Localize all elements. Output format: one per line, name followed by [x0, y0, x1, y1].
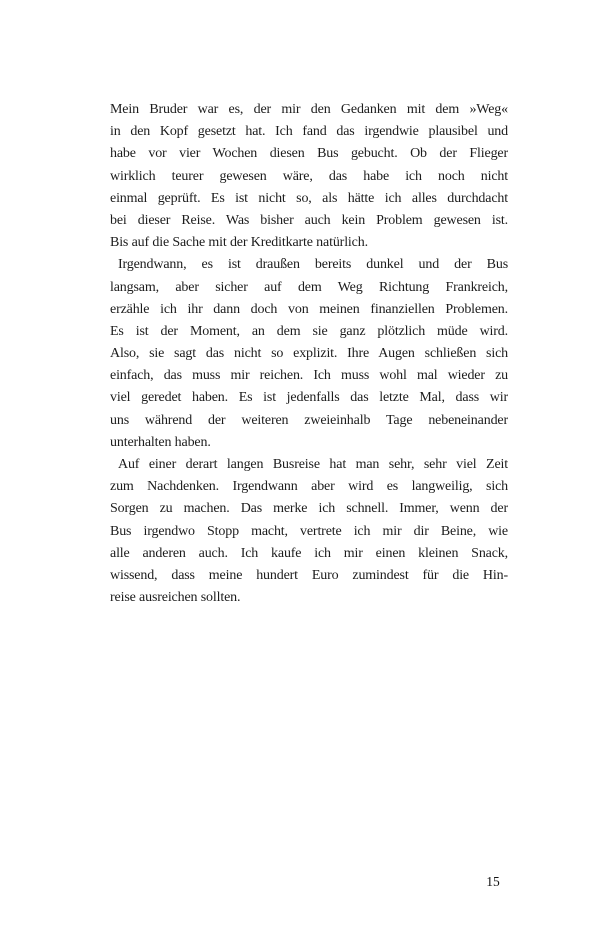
- text-block: [110, 99, 508, 609]
- text-line: wissend, dass meine hundert Euro zumindest für die Hin-: [110, 567, 508, 583]
- text-line: in den Kopf gesetzt hat. Ich fand das irgendwie plausibel und: [110, 124, 508, 140]
- text-line: wirklich teurer gewesen wäre, das habe ich noch nicht: [110, 168, 508, 184]
- text-line: Bus irgendwo Stopp macht, vertrete ich mir dir Beine, wie: [110, 523, 508, 539]
- text-line: Irgendwann, es ist draußen bereits dunkel und der Bus: [118, 257, 508, 273]
- text-line: Sorgen zu machen. Das merke ich schnell. Immer, wenn der: [110, 501, 508, 517]
- text-line: erzähle ich ihr dann doch von meinen finanziellen Problemen.: [110, 301, 508, 317]
- paragraph: [110, 454, 508, 609]
- text-line: Also, sie sagt das nicht so explizit. Ihre Augen schließen sich: [110, 346, 508, 362]
- text-line: habe vor vier Wochen diesen Bus gebucht. Ob der Flieger: [110, 146, 508, 162]
- text-line: einfach, das muss mir reichen. Ich muss wohl mal wieder zu: [110, 368, 508, 384]
- text-line: zum Nachdenken. Irgendwann aber wird es langweilig, sich: [110, 479, 508, 495]
- page-number: 15: [486, 874, 500, 889]
- text-line: reise ausreichen sollten.: [110, 590, 241, 606]
- text-line: viel geredet haben. Es ist jedenfalls das letzte Mal, dass wir: [110, 390, 508, 406]
- paragraph: [110, 99, 508, 254]
- text-line: alle anderen auch. Ich kaufe ich mir einen kleinen Snack,: [110, 545, 508, 561]
- text-line: langsam, aber sicher auf dem Weg Richtung Frankreich,: [110, 279, 508, 295]
- text-line: Es ist der Moment, an dem sie ganz plötzlich müde wird.: [110, 323, 508, 339]
- text-line: unterhalten haben.: [110, 434, 211, 450]
- text-line: einmal geprüft. Es ist nicht so, als hätte ich alles durchdacht: [110, 190, 508, 206]
- text-line: bei dieser Reise. Was bisher auch kein Problem gewesen ist.: [110, 212, 508, 228]
- text-line: uns während der weiteren zweieinhalb Tage nebeneinander: [110, 412, 508, 428]
- paragraph: [110, 254, 508, 454]
- text-line: Auf einer derart langen Busreise hat man sehr, sehr viel Zeit: [118, 457, 508, 472]
- text-line: Bis auf die Sache mit der Kreditkarte natürlich.: [110, 235, 368, 251]
- text-line: Mein Bruder war es, der mir den Gedanken mit dem »Weg«: [110, 102, 508, 117]
